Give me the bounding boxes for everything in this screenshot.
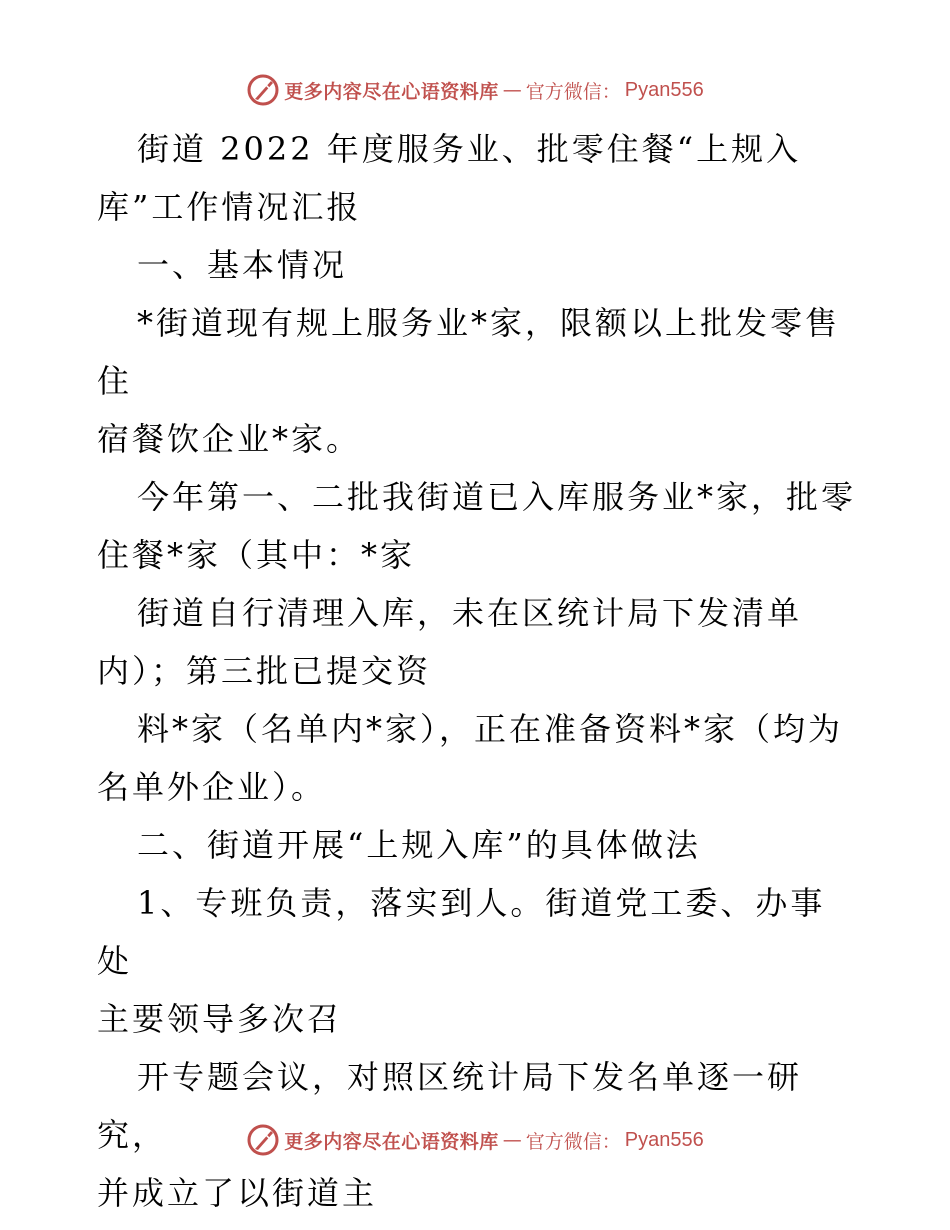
text-line: 开专题会议，对照区统计局下发名单逐一研究， xyxy=(97,1058,803,1154)
document-body xyxy=(97,120,857,1222)
paragraph xyxy=(97,816,857,874)
text-line: 料*家（名单内*家），正在准备资料*家（均为 xyxy=(137,710,844,748)
text-line: 街道自行清理入库，未在区统计局下发清单 xyxy=(137,594,803,632)
paragraph xyxy=(97,584,857,700)
footer-watermark xyxy=(0,1120,950,1160)
text-line: 宿餐饮企业*家。 xyxy=(97,420,362,458)
header-watermark xyxy=(0,70,950,110)
watermark-label: 官方微信： xyxy=(525,1130,621,1153)
watermark-label: 官方微信： xyxy=(525,80,621,103)
watermark-id: Pyan556 xyxy=(624,78,704,101)
text-line: 1、专班负责，落实到人。街道党工委、办事处 xyxy=(97,884,826,980)
text-line: 内）；第三批已提交资 xyxy=(97,652,432,690)
text-line: 一、基本情况 xyxy=(137,246,348,284)
text-line: 今年第一、二批我街道已入库服务业*家，批零 xyxy=(137,478,857,516)
quill-logo-icon xyxy=(246,73,280,107)
paragraph xyxy=(97,468,857,584)
watermark-brand-text: 更多内容尽在心语资料库 xyxy=(284,80,499,103)
text-line: 街道 2022 年度服务业、批零住餐“上规入 xyxy=(137,130,802,168)
watermark-id: Pyan556 xyxy=(624,1128,704,1151)
text-line: 并成立了以街道主 xyxy=(97,1174,378,1212)
paragraph xyxy=(97,874,857,1048)
paragraph xyxy=(97,120,857,236)
paragraph xyxy=(97,236,857,294)
paragraph xyxy=(97,700,857,816)
quill-logo-icon xyxy=(246,1123,280,1157)
watermark-brand-text: 更多内容尽在心语资料库 xyxy=(284,1130,499,1153)
text-line: 库”工作情况汇报 xyxy=(97,188,362,226)
paragraph xyxy=(97,294,857,468)
watermark-dash: — xyxy=(502,1129,522,1151)
text-line: 名单外企业）。 xyxy=(97,768,327,806)
text-line: 二、街道开展“上规入库”的具体做法 xyxy=(137,826,701,864)
watermark-dash: — xyxy=(502,79,522,101)
text-line: 主要领导多次召 xyxy=(97,1000,343,1038)
text-line: 住餐*家（其中：*家 xyxy=(97,536,416,574)
text-line: *街道现有规上服务业*家，限额以上批发零售住 xyxy=(97,304,841,400)
